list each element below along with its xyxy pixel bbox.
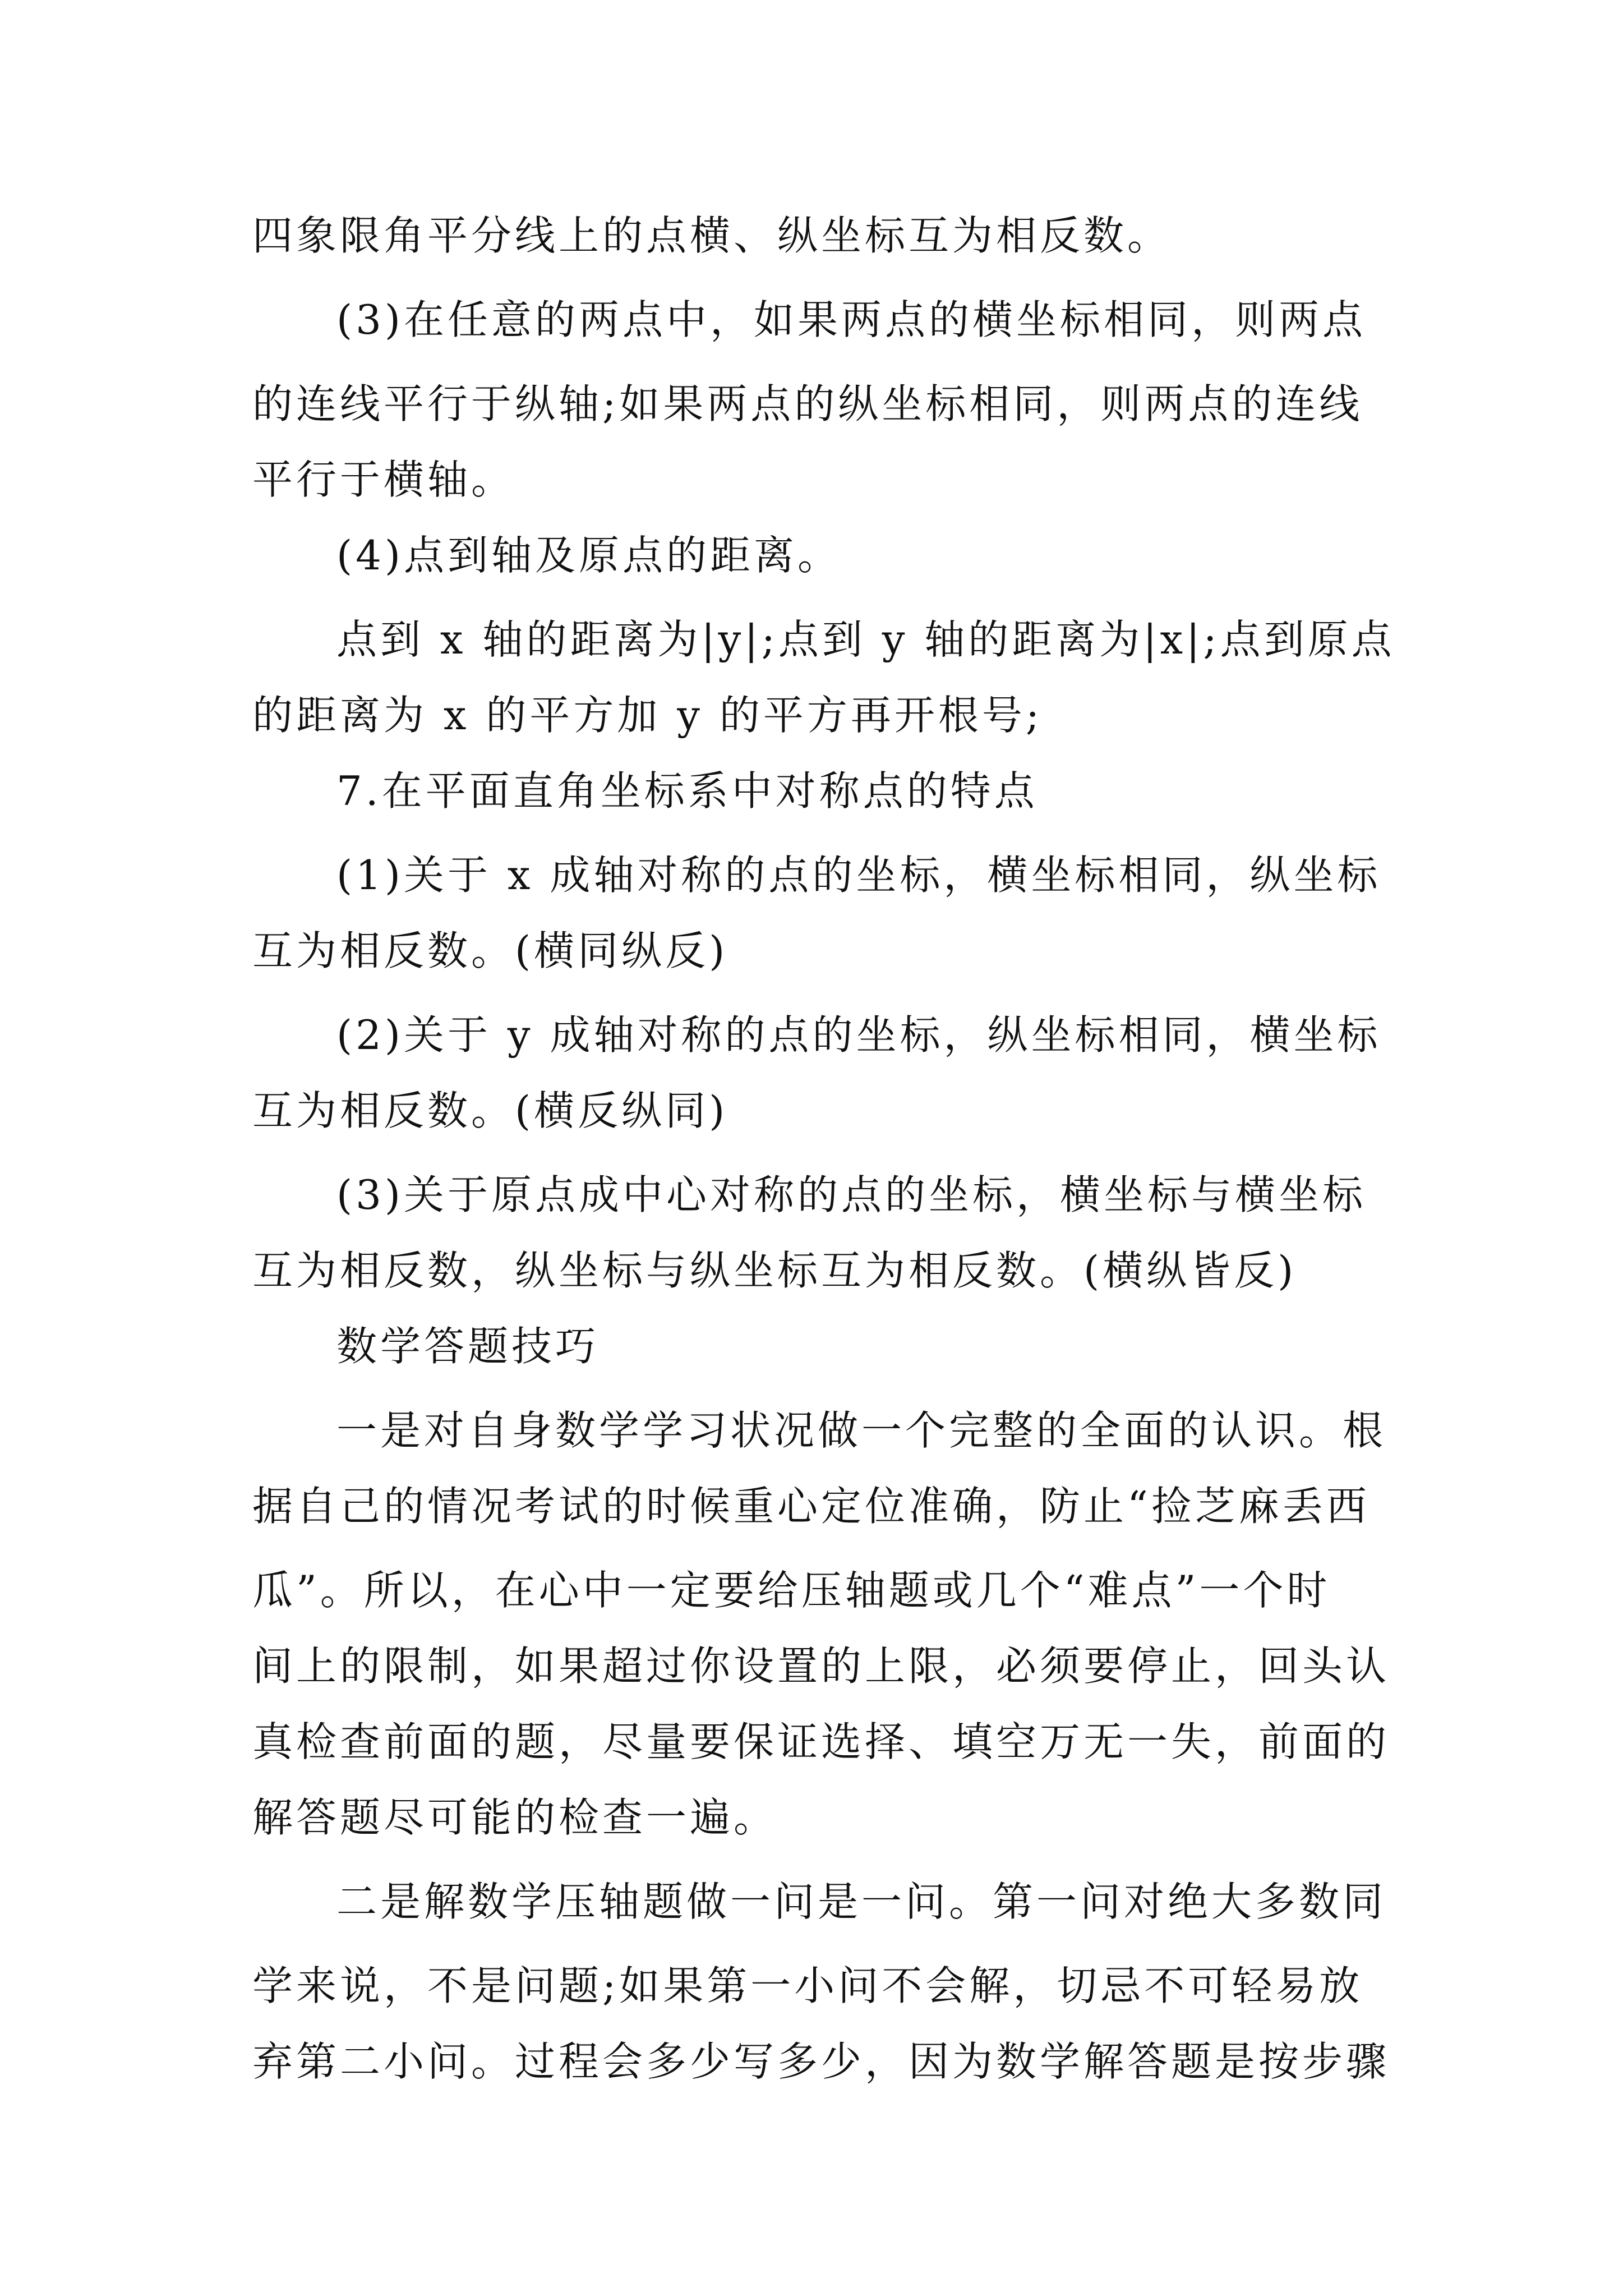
text-line: (1)关于 x 成轴对称的点的坐标，横坐标相同，纵坐标 (336, 852, 1381, 899)
text-line: 的连线平行于纵轴;如果两点的纵坐标相同，则两点的连线 (252, 380, 1363, 427)
text-line: 间上的限制，如果超过你设置的上限，必须要停止，回头认 (252, 1642, 1390, 1690)
text-line: 数学答题技巧 (336, 1323, 600, 1370)
text-line: 7.在平面直角坐标系中对称点的特点 (336, 767, 1038, 815)
text-line: 真检查前面的题，尽量要保证选择、填空万无一失，前面的 (252, 1718, 1390, 1765)
text-line: 互为相反数。(横反纵同) (252, 1087, 728, 1134)
text-line: (3)关于原点成中心对称的点的坐标，横坐标与横坐标 (336, 1171, 1366, 1218)
text-line: 解答题尽可能的检查一遍。 (252, 1794, 778, 1841)
text-line: (4)点到轴及原点的距离。 (336, 532, 841, 579)
text-line: 四象限角平分线上的点横、纵坐标互为相反数。 (252, 212, 1172, 259)
text-line: 互为相反数。(横同纵反) (252, 927, 728, 974)
text-line: 据自己的情况考试的时候重心定位准确，防止“捡芝麻丢西 (252, 1483, 1370, 1530)
text-line: 点到 x 轴的距离为|y|;点到 y 轴的距离为|x|;点到原点 (336, 616, 1395, 663)
text-line: 弃第二小问。过程会多少写多少，因为数学解答题是按步骤 (252, 2038, 1390, 2085)
text-line: (2)关于 y 成轴对称的点的坐标，纵坐标相同，横坐标 (336, 1011, 1381, 1059)
text-line: 二是解数学压轴题做一问是一问。第一问对绝大多数同 (336, 1878, 1387, 1925)
text-line: 瓜”。所以，在心中一定要给压轴题或几个“难点”一个时 (252, 1567, 1331, 1614)
text-line: 的距离为 x 的平方加 y 的平方再开根号; (252, 692, 1043, 739)
text-line: 学来说，不是问题;如果第一小问不会解，切忌不可轻易放 (252, 1962, 1363, 2009)
text-line: (3)在任意的两点中，如果两点的横坐标相同，则两点 (336, 296, 1366, 343)
text-line: 平行于横轴。 (252, 456, 515, 503)
text-line: 一是对自身数学学习状况做一个完整的全面的认识。根 (336, 1407, 1387, 1454)
text-line: 互为相反数，纵坐标与纵坐标互为相反数。(横纵皆反) (252, 1247, 1297, 1294)
